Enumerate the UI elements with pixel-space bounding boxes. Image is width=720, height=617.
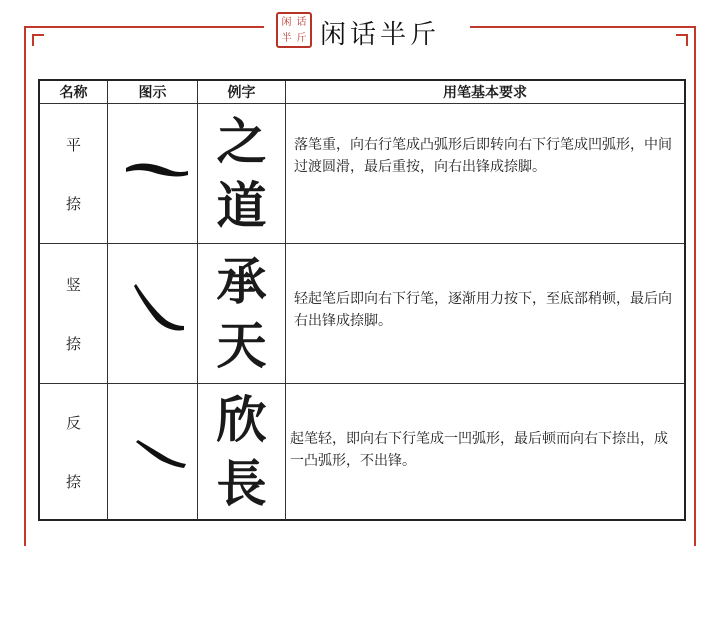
frame-top-right-line	[470, 26, 696, 28]
stroke-description: 轻起笔后即向右下行笔，逐渐用力按下，至底部稍顿，最后向右出锋成捺脚。	[294, 291, 672, 329]
page-header	[0, 0, 720, 54]
corner-ornament-left	[24, 26, 52, 54]
header-diagram: 图示	[108, 81, 198, 103]
table-header-row	[40, 81, 684, 104]
frame-left-line	[24, 26, 26, 546]
header-requirement: 用笔基本要求	[443, 85, 527, 101]
stroke-diagram	[108, 104, 198, 243]
stroke-table	[38, 79, 686, 521]
vertical-press-stroke-icon	[108, 244, 198, 384]
reverse-press-stroke-icon	[108, 384, 198, 524]
stroke-name: 平 捺	[40, 104, 108, 243]
stroke-diagram	[108, 384, 198, 520]
frame-right-line	[694, 26, 696, 546]
table-row	[40, 244, 684, 384]
frame-top-left-line	[24, 26, 264, 28]
header-example: 例字	[198, 81, 286, 103]
stroke-name: 竖 捺	[40, 244, 108, 383]
example-characters: 之 道	[198, 104, 286, 243]
example-characters: 承 天	[198, 244, 286, 383]
seal-stamp: 闲 话 半 斤	[276, 12, 312, 48]
stroke-name: 反 捺	[40, 384, 108, 520]
table-row	[40, 104, 684, 244]
table-row	[40, 384, 684, 520]
corner-ornament-right	[668, 26, 696, 54]
example-characters: 欣 長	[198, 384, 286, 520]
stroke-description: 落笔重，向右行笔成凸弧形后即转向右下行笔成凹弧形，中间过渡圆滑，最后重按，向右出锋成捺脚。	[294, 137, 672, 175]
stroke-description: 起笔轻，即向右下行笔成一凹弧形，最后顿而向右下捺出，成一凸弧形，不出锋。	[290, 431, 668, 469]
stroke-diagram	[108, 244, 198, 383]
header-name: 名称	[40, 81, 108, 103]
flat-press-stroke-icon	[108, 104, 198, 244]
page-title: 闲话半斤	[320, 20, 441, 50]
